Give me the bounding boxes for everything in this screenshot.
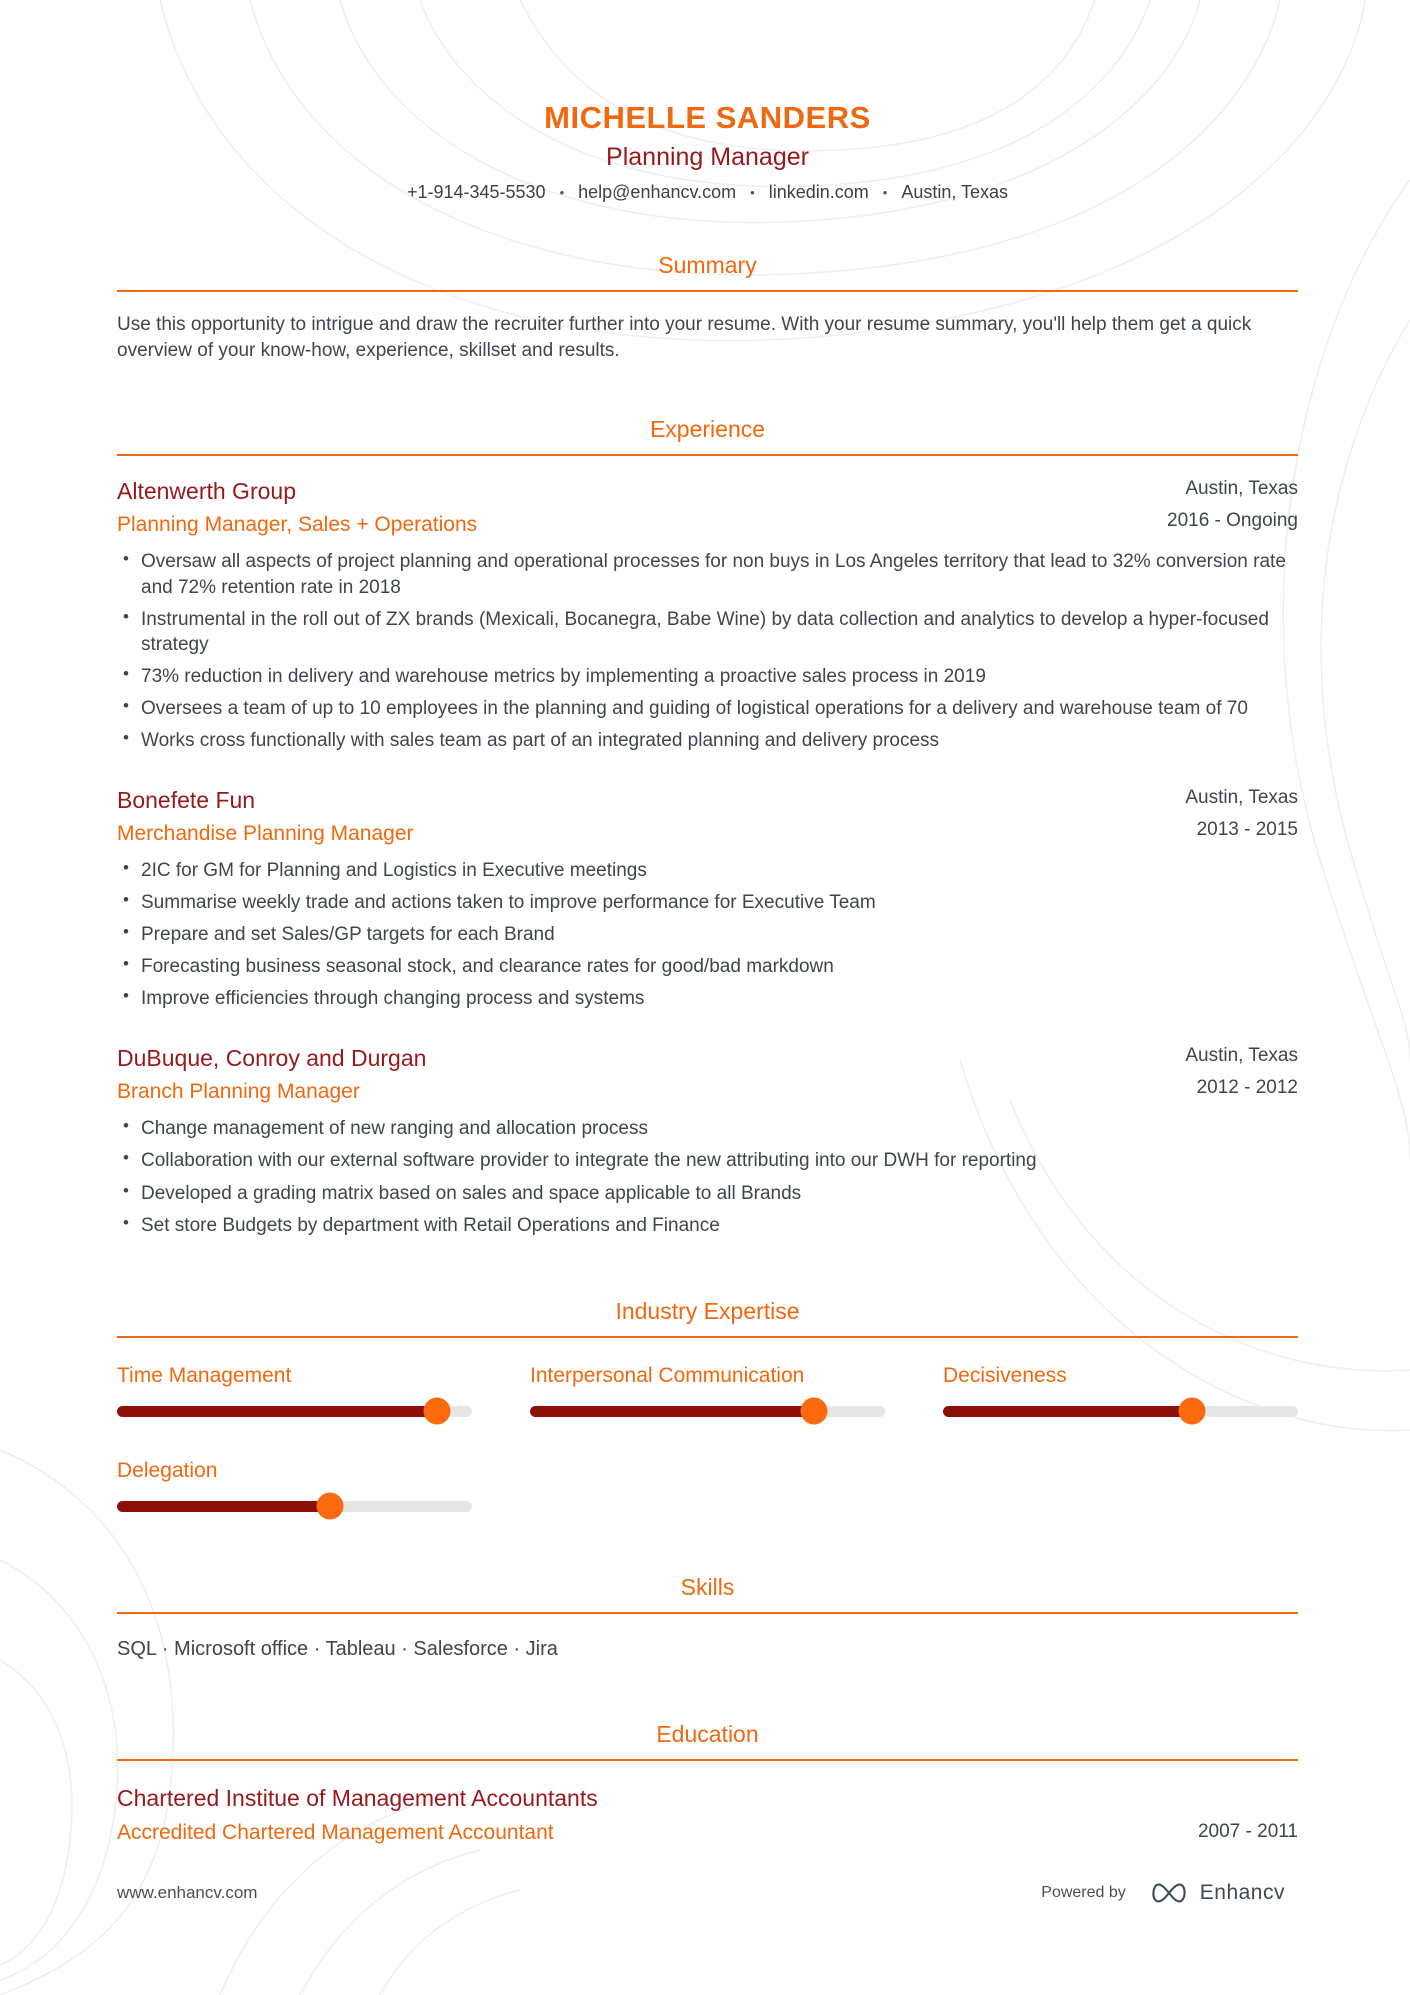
experience-bullet: • 73% reduction in delivery and warehouse metrics by implementing a proactive sales process in 2019 (117, 664, 1298, 689)
slider-knob (1178, 1398, 1205, 1425)
job-location: Austin, Texas (1185, 1045, 1298, 1067)
experience-entry (117, 787, 1298, 1011)
section-experience (117, 416, 1298, 1237)
education-degree: Accredited Chartered Management Accountant (117, 1820, 554, 1844)
expertise-slider (117, 1406, 472, 1417)
expertise-label: Decisiveness (943, 1363, 1067, 1387)
expertise-label: Interpersonal Communication (530, 1363, 805, 1387)
contact-separator-dot: • (882, 185, 888, 200)
expertise-label: Time Management (117, 1363, 292, 1387)
company-name: Bonefete Fun (117, 786, 256, 813)
experience-bullet: • Improve efficiencies through changing process and systems (117, 986, 1298, 1011)
experience-entry (117, 478, 1298, 753)
expertise-item (117, 1364, 472, 1417)
resume-header (117, 100, 1298, 203)
contact-location: Austin, Texas (901, 182, 1009, 202)
job-dates: 2016 - Ongoing (1167, 510, 1298, 532)
summary-heading: Summary (117, 252, 1298, 292)
role-title: Planning Manager, Sales + Operations (117, 513, 478, 537)
section-education (117, 1721, 1298, 1845)
slider-knob (317, 1493, 344, 1520)
job-location: Austin, Texas (1185, 478, 1298, 500)
slider-knob (801, 1398, 828, 1425)
skills-heading: Skills (117, 1574, 1298, 1614)
industry-expertise-heading: Industry Expertise (117, 1298, 1298, 1338)
summary-text: Use this opportunity to intrigue and draw the recruiter further into your resume. With your resume summary, you'll help them get a quick overview of your know-how, experience, skillset and results. (117, 314, 1252, 362)
experience-entry-left (117, 787, 414, 846)
expertise-slider-grid (117, 1364, 1298, 1512)
experience-entry-left (117, 478, 477, 537)
experience-bullet: • Forecasting business seasonal stock, and clearance rates for good/bad markdown (117, 954, 1298, 979)
footer-website-link[interactable]: www.enhancv.com (117, 1883, 258, 1902)
experience-entry-right (1185, 1045, 1298, 1104)
education-heading: Education (117, 1721, 1298, 1761)
contact-row (117, 182, 1298, 203)
experience-entry-header (117, 478, 1298, 537)
expertise-item (530, 1364, 885, 1417)
experience-bullet-list (117, 858, 1298, 1011)
education-school: Chartered Institue of Management Accountants (117, 1784, 598, 1811)
section-summary (117, 252, 1298, 364)
job-location: Austin, Texas (1185, 786, 1298, 808)
experience-entry-header (117, 787, 1298, 846)
company-name: Altenwerth Group (117, 478, 296, 505)
candidate-title: Planning Manager (606, 143, 809, 171)
slider-fill-bar (117, 1501, 330, 1512)
expertise-slider (117, 1501, 472, 1512)
contact-separator-dot: • (750, 185, 755, 200)
experience-entry-right (1167, 478, 1298, 537)
experience-bullet: • Developed a grading matrix based on sales and space applicable to all Brands (117, 1181, 1298, 1206)
contact-separator-dot: • (559, 185, 565, 200)
experience-bullet: • 2IC for GM for Planning and Logistics in Executive meetings (117, 858, 1298, 883)
experience-bullet: • Collaboration with our external software provider to integrate the new attributing into our DWH for reporting (117, 1148, 1298, 1173)
job-dates: 2012 - 2012 (1196, 1077, 1298, 1099)
experience-bullet: • Prepare and set Sales/GP targets for each Brand (117, 922, 1298, 947)
enhancv-logo-link[interactable] (1148, 1880, 1285, 1906)
experience-bullet: • Oversaw all aspects of project planning and operational processes for non buys in Los Angeles territory that lead to 32% conversion rate and 72% retention rate in 2018 (117, 549, 1298, 599)
experience-entry (117, 1045, 1298, 1237)
experience-heading: Experience (117, 416, 1298, 456)
contact-linkedin[interactable]: linkedin.com (768, 182, 869, 202)
expertise-slider (943, 1406, 1298, 1417)
contact-email[interactable]: help@enhancv.com (578, 182, 737, 202)
slider-fill-bar (117, 1406, 437, 1417)
education-entry (117, 1785, 1298, 1845)
experience-entry-header (117, 1045, 1298, 1104)
footer-branding (1041, 1880, 1285, 1906)
slider-fill-bar (943, 1406, 1192, 1417)
expertise-slider (530, 1406, 885, 1417)
experience-bullet-list (117, 1116, 1298, 1237)
role-title: Branch Planning Manager (117, 1080, 360, 1104)
section-skills (117, 1574, 1298, 1661)
section-industry-expertise (117, 1298, 1298, 1512)
experience-bullet: • Set store Budgets by department with Retail Operations and Finance (117, 1213, 1298, 1238)
experience-entry-right (1185, 787, 1298, 846)
expertise-label: Delegation (117, 1458, 218, 1482)
experience-bullet: • Summarise weekly trade and actions taken to improve performance for Executive Team (117, 890, 1298, 915)
experience-entry-left (117, 1045, 426, 1104)
slider-knob (423, 1398, 450, 1425)
enhancv-infinity-icon (1148, 1880, 1190, 1906)
candidate-name: MICHELLE SANDERS (544, 100, 871, 135)
experience-bullet: • Works cross functionally with sales team as part of an integrated planning and delivery process (117, 728, 1298, 753)
expertise-item (117, 1459, 472, 1512)
powered-by-label: Powered by (1041, 1884, 1126, 1901)
experience-bullet: • Oversees a team of up to 10 employees in the planning and guiding of logistical operations for a delivery and warehouse team of 70 (117, 696, 1298, 721)
page-footer (117, 1880, 1285, 1906)
contact-phone: +1-914-345-5530 (406, 182, 546, 202)
company-name: DuBuque, Conroy and Durgan (117, 1045, 427, 1072)
role-title: Merchandise Planning Manager (117, 821, 414, 845)
skills-list-text: SQL · Microsoft office · Tableau · Salesforce · Jira (117, 1637, 558, 1660)
job-dates: 2013 - 2015 (1196, 818, 1298, 840)
experience-bullet: • Change management of new ranging and allocation process (117, 1116, 1298, 1141)
experience-bullet-list (117, 549, 1298, 753)
expertise-item (943, 1364, 1298, 1417)
education-dates: 2007 - 2011 (1197, 1820, 1298, 1842)
slider-fill-bar (530, 1406, 814, 1417)
education-entry-row (117, 1821, 1298, 1845)
experience-bullet: • Instrumental in the roll out of ZX brands (Mexicali, Bocanegra, Babe Wine) by data collection and analytics to develop a hyper-focused strategy (117, 607, 1298, 657)
enhancv-brand-name: Enhancv (1199, 1881, 1285, 1904)
